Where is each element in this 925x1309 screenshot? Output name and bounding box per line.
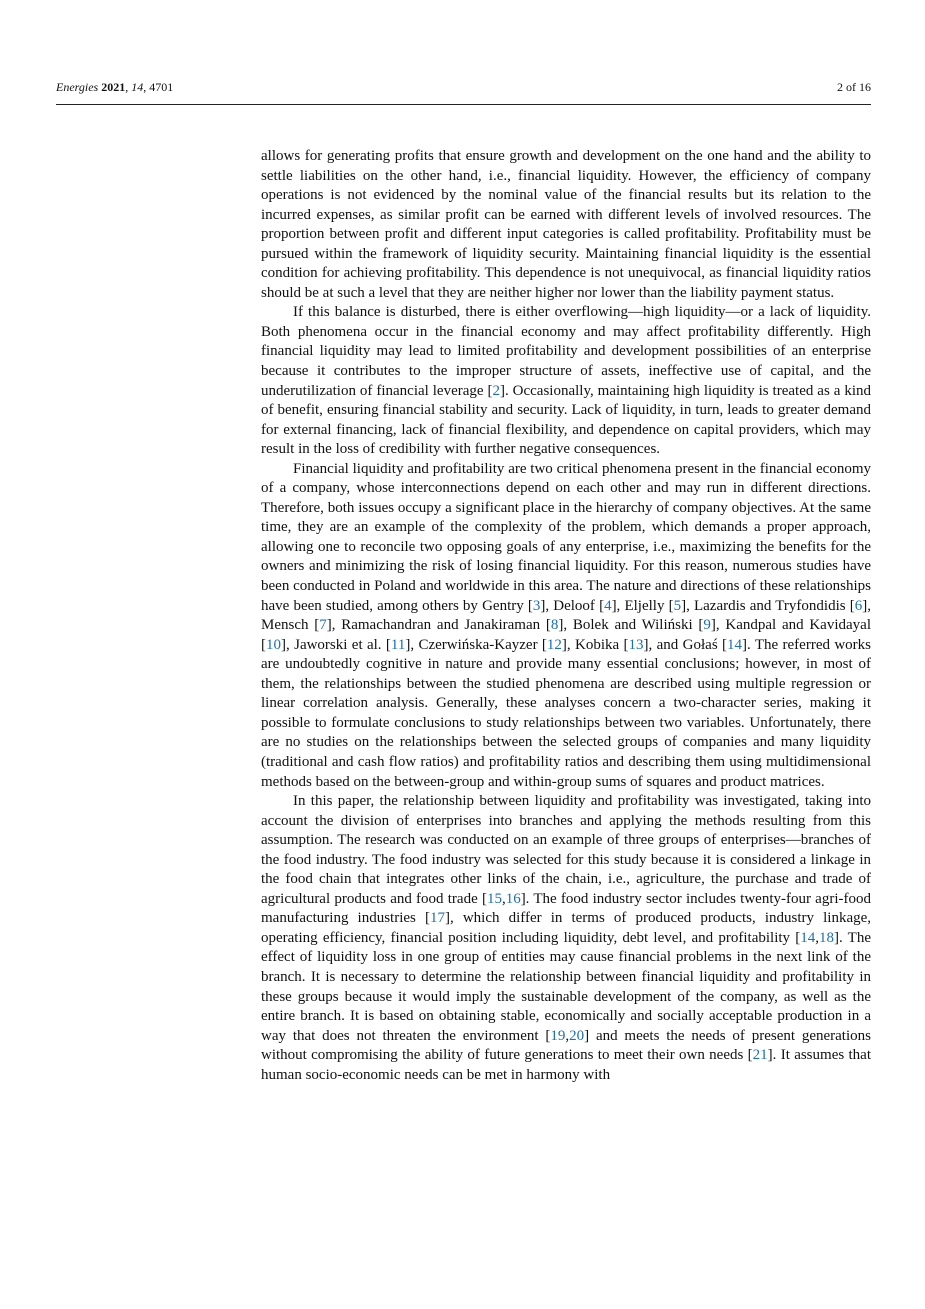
text-run: ], Bolek and Wiliński [ [558, 617, 704, 634]
paragraph [261, 792, 871, 1085]
text-run: , [815, 929, 819, 946]
text-run: ], Jaworski et al. [ [281, 636, 391, 653]
citation-link[interactable]: 18 [819, 929, 834, 946]
header-rule [56, 104, 871, 105]
citation-link[interactable]: 7 [319, 617, 327, 634]
citation-link[interactable]: 13 [628, 636, 644, 653]
running-header [56, 80, 871, 98]
journal-volume: 14 [131, 80, 144, 94]
citation-link[interactable]: 16 [505, 890, 521, 907]
citation-link[interactable]: 6 [854, 597, 863, 614]
text-run: ], Eljelly [ [611, 597, 674, 614]
journal-citation: Energies 2021, 14, 4701 [56, 80, 174, 94]
citation-link[interactable]: 12 [546, 636, 562, 653]
text-run: ]. It assumes that human socio-economic needs can be met in harmony with [261, 1047, 871, 1083]
citation-link[interactable]: 14 [727, 636, 743, 653]
citation-link[interactable]: 14 [800, 929, 816, 946]
paragraph [261, 303, 871, 459]
text-run: ], Lazardis and Tryfondidis [ [681, 597, 855, 614]
citation-link[interactable]: 21 [752, 1047, 768, 1064]
text-run: , [565, 1027, 570, 1044]
text-run: ] and meets the needs of present generations without compromising the ability of future generations to meet their own needs [ [261, 1027, 871, 1064]
text-run: , [501, 890, 506, 907]
citation-link[interactable]: 17 [429, 910, 445, 927]
article-number: 4701 [149, 80, 174, 94]
text-run: Financial liquidity and profitability are two critical phenomena present in the financial economy of a company, whose interconnections depend on each other and may run in different directions. Therefore, both issues occupy a significant place in the hierarchy of company objectives. At the same time, they are an example of the complexity of the problem, which demands a proper approach, allowing one to reconcile two opposing goals of any enterprise, i.e., maximizing the benefits for the owners and minimizing the risk of losing financial liquidity. For this reason, numerous studies have been conducted in Poland and worldwide in this area. The nature and directions of these relationships have been studied, among others by Gentry [ [261, 460, 871, 614]
citation-link[interactable]: 8 [550, 617, 559, 634]
paragraph [261, 147, 871, 303]
text-run: ], Mensch [ [261, 597, 871, 634]
journal-name: Energies [56, 80, 99, 94]
text-run: ], Kandpal and Kavidayal [ [261, 617, 871, 653]
text-run: ], Ramachandran and Janakiraman [ [326, 617, 551, 634]
text-run: ], Deloof [ [540, 597, 605, 614]
text-run: ]. The food industry sector includes twenty-four agri-food manufacturing industries [ [261, 890, 871, 927]
text-run: ]. Occasionally, maintaining high liquidity is treated as a kind of benefit, ensuring financial stability and security. Lack of liquidity, in turn, leads to greater demand for external financing, lack of financial flexibility, and dependence on capital providers, which may result in the loss of credibility with further negative consequences. [261, 382, 871, 458]
text-run: allows for generating profits that ensure growth and development on the one hand and the ability to settle liabilities on the other hand, i.e., financial liquidity. However, the efficiency of company operations is not evidenced by the nominal value of the financial results but its relation to the incurred expenses, as similar profit can be earned with different levels of involved resources. The proportion between profit and different input categories is called profitability. Profitability must be pursued within the framework of liquidity security. Maintaining financial liquidity is the essential condition for achieving profitability. This dependence is not unequivocal, as financial liquidity ratios should be at such a level that they are neither higher nor lower than the liability payment status. [261, 148, 871, 301]
text-run: ], Czerwińska-Kayzer [ [405, 636, 547, 653]
text-run: ], and Gołaś [ [643, 636, 728, 653]
citation-link[interactable]: 3 [532, 597, 541, 614]
citation-link[interactable]: 10 [266, 636, 281, 653]
journal-year: 2021 [101, 80, 126, 94]
text-run: If this balance is disturbed, there is either overflowing—high liquidity—or a lack of liquidity. Both phenomena occur in the financial economy and may affect profitability differently. High financial liquidity may lead to limited profitability and development possibilities of an enterprise because it contributes to the improper structure of assets, ineffective use of capital, and the underutilization of financial leverage [ [261, 304, 871, 399]
text-run: ]. The referred works are undoubtedly cognitive in nature and provide many essential conclusions; however, in most of them, the relationships between the studied phenomena are described using multiple regression or linear correlation analysis. Generally, these analyses concern a two-character series, making it possible to formulate conclusions to study relationships between two variables. Unfortunately, there are no studies on the relationships between the selected groups of companies and many liquidity (traditional and cash flow ratios) and profitability ratios and describing them using multidimensional methods based on the between-group and within-group sums of squares and product matrices. [261, 636, 871, 790]
citation-link[interactable]: 9 [703, 617, 711, 634]
citation-link[interactable]: 4 [604, 597, 612, 614]
citation-link[interactable]: 5 [673, 597, 682, 614]
citation-link[interactable]: 19 [550, 1027, 566, 1044]
page-number: 2 of 16 [837, 80, 871, 94]
text-run: ]. The effect of liquidity loss in one group of entities may cause financial problems in the next link of the branch. It is necessary to determine the relationship between financial liquidity and profitability in these groups because it would imply the sustainable development of the company, as well as the entire branch. It is based on obtaining stable, economically and socially acceptable production in a way that does not threaten the environment [ [261, 929, 871, 1044]
citation-link[interactable]: 2 [492, 382, 500, 399]
text-run: In this paper, the relationship between liquidity and profitability was investigated, taking into account the division of enterprises into branches and applying the methods resulting from this assumption. The research was conducted on an example of three groups of enterprises—branches of the food industry. The food industry was selected for this study because it is considered a linkage in the food chain that integrates other links of the chain, i.e., agriculture, the purchase and trade of agricultural products and food trade [ [261, 793, 871, 907]
text-run: ], Kobika [ [561, 636, 629, 653]
citation-link[interactable]: 20 [569, 1027, 585, 1044]
paragraph [261, 460, 871, 792]
text-run: ], which differ in terms of produced products, industry linkage, operating efficiency, financial position including liquidity, debt level, and profitability [ [261, 910, 872, 946]
body-text [261, 147, 871, 1085]
citation-link[interactable]: 11 [390, 636, 406, 653]
citation-link[interactable]: 15 [486, 890, 502, 907]
